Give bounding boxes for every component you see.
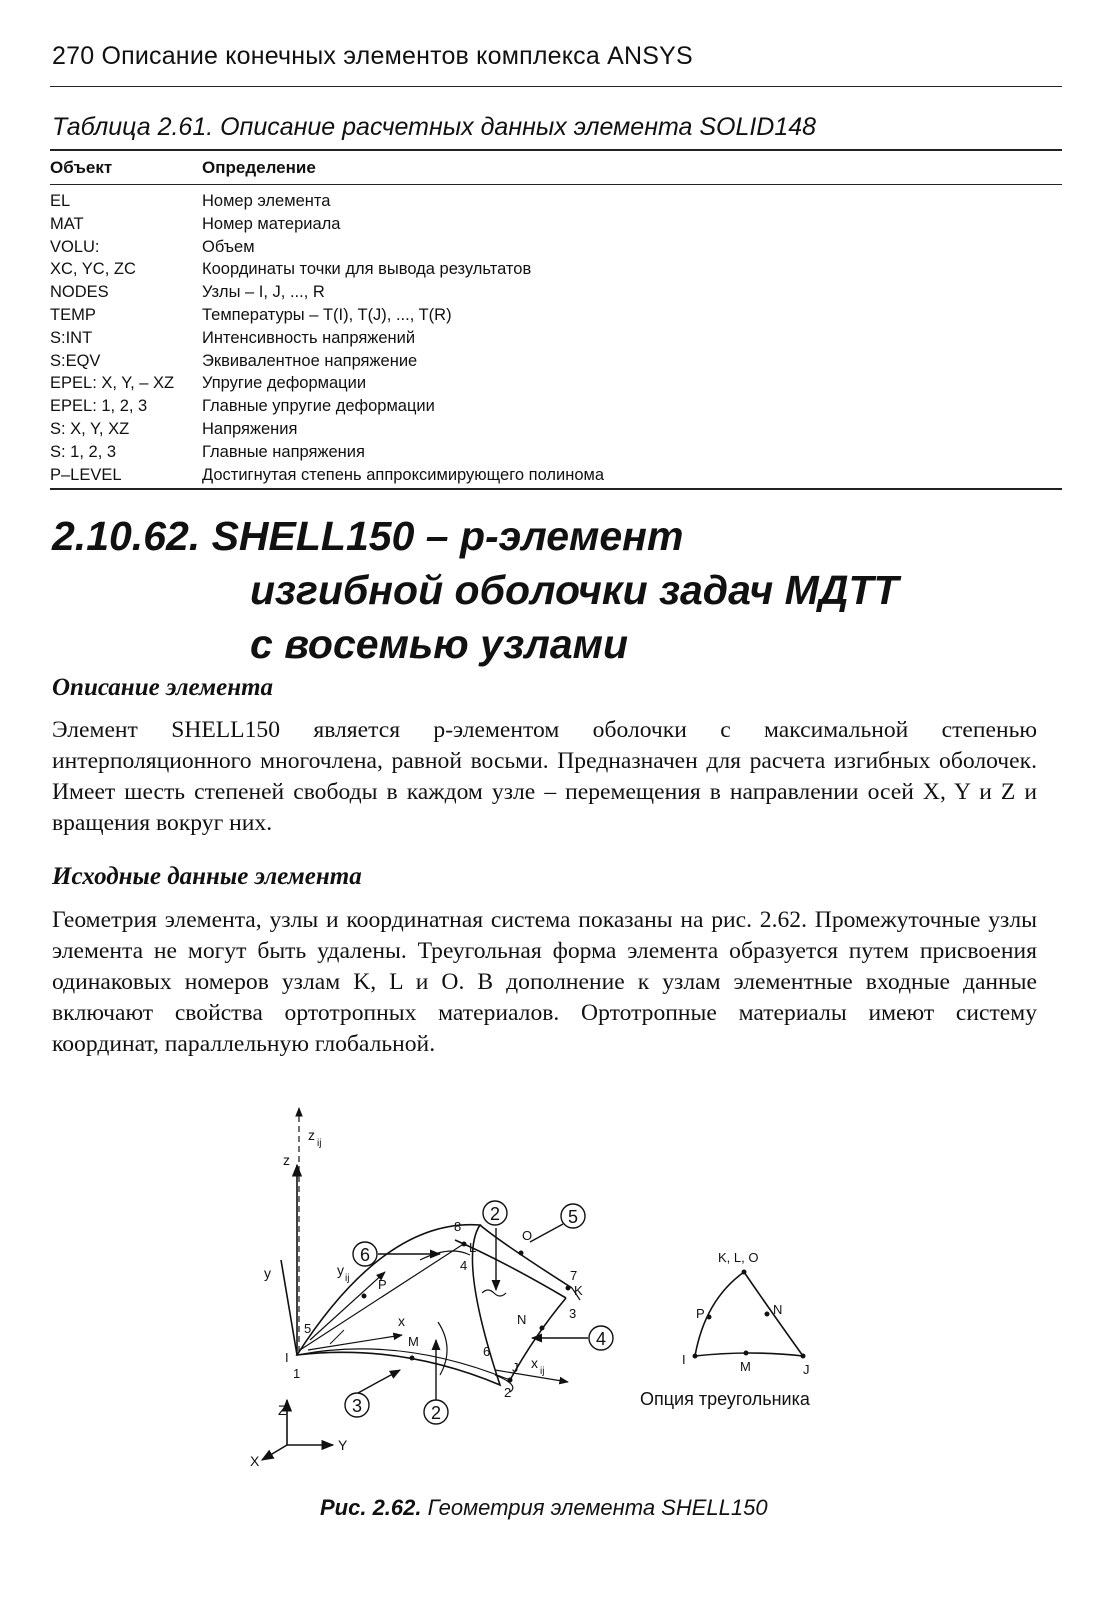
label-num-8: 8: [454, 1219, 462, 1234]
section-title-line-2: изгибной оболочки задач МДТТ: [250, 567, 899, 613]
tri-node-i-dot: [693, 1354, 698, 1359]
label-num-7: 7: [570, 1268, 578, 1283]
node-k-dot: [566, 1286, 571, 1291]
label-triad-z: Z: [278, 1402, 287, 1418]
tri-label-i: I: [682, 1352, 686, 1367]
leader-5: [530, 1224, 563, 1242]
label-5: 5: [567, 1207, 579, 1227]
label-num-4: 4: [460, 1258, 468, 1273]
cell-object: TEMP: [50, 305, 96, 324]
node-j-dot: [508, 1378, 513, 1383]
cell-object: XC, YC, ZC: [50, 260, 136, 279]
cell-object: P–LEVEL: [50, 465, 122, 484]
label-node-o: O: [522, 1228, 533, 1243]
surface-mark: [482, 1290, 506, 1296]
tri-label-j: J: [803, 1362, 810, 1377]
label-num-2: 2: [504, 1385, 512, 1400]
label-zij-sub: ij: [317, 1138, 322, 1149]
cell-object: EPEL: X, Y, – XZ: [50, 374, 175, 393]
node-l-dot: [462, 1242, 467, 1247]
label-x: x: [398, 1313, 405, 1329]
cell-definition: Достигнутая степень аппроксимирующего полинома: [202, 465, 605, 484]
node-p-dot: [362, 1294, 367, 1299]
local-x-axis: [308, 1335, 402, 1350]
label-4: 4: [595, 1329, 607, 1349]
tri-node-j-dot: [801, 1354, 806, 1359]
label-6: 6: [359, 1245, 371, 1265]
tri-node-klo-dot: [742, 1270, 747, 1275]
input-data-paragraph: Геометрия элемента, узлы и координатная система показаны на рис. 2.62. Промежуточные узлы элемента не могут быть удалены. Треугольная форма элемента образуется путем присвоения одинаковых номеров узлам K, L и O. В дополнение к узлам элементные входные данные включают свойства ортотропных материалов. Ортотропные материалы имеют систему координат, параллельную глобальной.: [52, 907, 1037, 1057]
global-y-axis: [281, 1260, 297, 1355]
node-o-dot: [519, 1251, 524, 1256]
cell-definition: Объем: [202, 237, 255, 256]
cell-definition: Эквивалентное напряжение: [202, 351, 418, 370]
pressure-arrow-3: [358, 1370, 400, 1393]
running-head: 270 Описание конечных элементов комплекса ANSYS: [52, 42, 693, 70]
cell-definition: Напряжения: [202, 419, 298, 438]
cell-object: EL: [50, 192, 71, 210]
cell-object: MAT: [50, 214, 84, 233]
label-node-j: J: [512, 1360, 519, 1375]
diagonal-i-l: [300, 1243, 468, 1350]
label-node-p: P: [378, 1277, 387, 1292]
label-triad-x: X: [250, 1453, 260, 1469]
cell-definition: Главные напряжения: [202, 442, 365, 461]
label-zij: z: [308, 1127, 315, 1143]
section-title-line-1: 2.10.62. SHELL150 – p-элемент: [52, 513, 684, 559]
cell-object: NODES: [50, 283, 109, 302]
node-n-dot: [540, 1326, 545, 1331]
section-title-line-3: с восемью узлами: [250, 621, 629, 667]
cell-definition: Номер материала: [202, 214, 341, 233]
shell-bottom-inner-edge: [297, 1349, 510, 1380]
triad-x-axis: [262, 1445, 287, 1460]
description-heading: Описание элемента: [52, 674, 274, 701]
tri-label-n: N: [773, 1302, 783, 1317]
label-y: y: [264, 1265, 271, 1281]
label-3: 3: [351, 1396, 363, 1416]
label-node-n: N: [517, 1312, 527, 1327]
label-node-k: K: [574, 1283, 583, 1298]
cell-definition: Интенсивность напряжений: [202, 328, 416, 347]
cell-object: S: X, Y, XZ: [50, 419, 130, 438]
label-2-bottom: 2: [430, 1403, 442, 1423]
input-data-heading: Исходные данные элемента: [52, 863, 362, 890]
tri-label-m: M: [740, 1359, 751, 1374]
label-num-5: 5: [304, 1321, 312, 1336]
cell-definition: Узлы – I, J, ..., R: [202, 283, 325, 302]
cell-object: VOLU:: [50, 237, 100, 256]
tri-label-p: P: [696, 1306, 705, 1321]
column-header-object: Объект: [50, 158, 113, 177]
label-xij: x: [531, 1355, 538, 1371]
figure-caption-number: Рис. 2.62.: [320, 1495, 422, 1520]
tri-option-caption: Опция треугольника: [640, 1389, 810, 1409]
cell-definition: Температуры – T(I), T(J), ..., T(R): [202, 305, 452, 324]
table-caption: Таблица 2.61. Описание расчетных данных элемента SOLID148: [52, 113, 817, 141]
description-paragraph: Элемент SHELL150 является p-элементом оболочки с максимальной степенью интерполяционного многочлена, равной восьми. Предназначен для расчета изгибных оболочек. Имеет шесть степеней свободы в каждом узле – перемещения в направлении осей X, Y и Z и вращения вокруг них.: [52, 717, 1037, 836]
cell-object: S:EQV: [50, 351, 101, 370]
column-header-definition: Определение: [202, 158, 316, 177]
label-z: z: [283, 1152, 290, 1168]
label-node-l: L: [469, 1240, 477, 1255]
tri-node-p-dot: [707, 1315, 712, 1320]
label-yij: y: [337, 1262, 344, 1278]
label-triad-y: Y: [338, 1437, 348, 1453]
figure-caption-text: Геометрия элемента SHELL150: [421, 1495, 768, 1520]
cell-object: S:INT: [50, 328, 93, 347]
label-num-1: 1: [293, 1366, 301, 1381]
tick-mark: [330, 1330, 344, 1344]
label-2-top: 2: [489, 1204, 501, 1224]
tri-node-n-dot: [765, 1312, 770, 1317]
label-yij-sub: ij: [345, 1273, 350, 1284]
cell-definition: Номер элемента: [202, 192, 331, 210]
label-node-i: I: [285, 1350, 289, 1365]
cell-definition: Упругие деформации: [202, 374, 367, 393]
cell-definition: Главные упругие деформации: [202, 397, 435, 416]
cell-object: EPEL: 1, 2, 3: [50, 397, 148, 416]
label-xij-sub: ij: [540, 1366, 545, 1377]
cell-definition: Координаты точки для вывода результатов: [202, 260, 532, 279]
label-node-m: M: [408, 1334, 419, 1349]
cell-object: S: 1, 2, 3: [50, 442, 117, 461]
figure-caption: [320, 1495, 768, 1521]
tri-node-m-dot: [744, 1351, 749, 1356]
label-num-3: 3: [569, 1306, 577, 1321]
tri-label-klo: K, L, O: [718, 1250, 759, 1265]
node-m-dot: [410, 1356, 415, 1361]
triangle-option-outline: [695, 1272, 803, 1356]
label-num-6: 6: [483, 1344, 491, 1359]
